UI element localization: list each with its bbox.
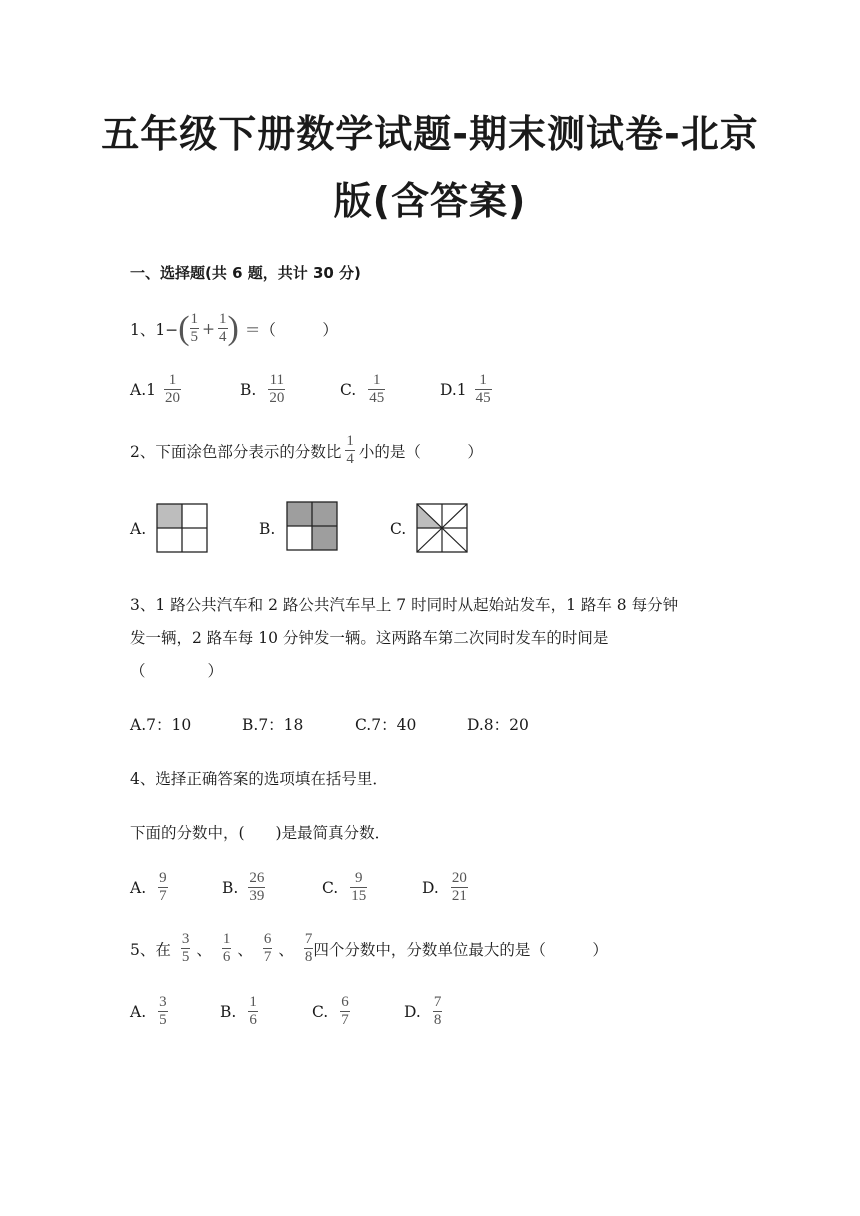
q2-option-c-label[interactable]: C. [390,520,407,538]
q1-fraction-1: $\frac{1}{5}$ [190,311,199,345]
question-1 [130,309,338,347]
q4-option-b[interactable]: B. $\frac{26}{39}$ [222,870,265,904]
question-3-line-1: 3、1 路公共汽车和 2 路公共汽车早上 7 时同时从起始站发车，1 路车 8 每分钟 [130,596,679,614]
q1-left-paren: ( [178,309,190,347]
q2-prefix: 2、下面涂色部分表示的分数比 [130,442,342,461]
q5-prefix: 5、在 [130,940,171,959]
q5-fraction-4: $\frac{7}{8}$ [304,931,313,965]
q5-option-d[interactable]: D. $\frac{7}{8}$ [404,994,442,1028]
q2-figure-c[interactable] [416,503,468,553]
section-header: 一、选择题(共 6 题，共计 30 分) [130,264,361,282]
q5-separator: 、 [278,940,294,959]
question-4-line-2: 下面的分数中，( )是最简真分数． [130,824,391,842]
q2-option-b-label[interactable]: B. [259,520,276,538]
q1-fraction-2: $\frac{1}{4}$ [219,311,227,345]
question-4-line-1: 4、选择正确答案的选项填在括号里． [130,770,388,788]
q3-option-b[interactable]: B.7：18 [242,716,304,734]
q5-option-a[interactable]: A. $\frac{3}{5}$ [130,994,167,1028]
q2-option-a-label[interactable]: A. [130,520,147,538]
question-3-line-3: （ ） [130,662,224,680]
q4-option-d[interactable]: D. $\frac{20}{21}$ [422,870,467,904]
q2-figure-b[interactable] [286,501,338,551]
q5-separator: 、 [237,940,253,959]
page-title-continued: 版(含答案) [333,179,527,223]
q5-fraction-2: $\frac{1}{6}$ [222,931,231,965]
q1-plus: + [202,319,216,338]
q1-option-a[interactable]: A.1 $\frac{1}{20}$ [130,372,180,406]
q2-suffix: 小的是（ ） [358,442,483,461]
page-title: 五年级下册数学试题-期末测试卷-北京 [101,112,759,156]
q1-suffix: ＝（ ） [244,320,338,339]
q5-suffix: 四个分数中，分数单位最大的是（ ） [313,940,608,959]
q5-option-c[interactable]: C. $\frac{6}{7}$ [312,994,349,1028]
q5-fraction-3: $\frac{6}{7}$ [263,931,272,965]
q5-separator: 、 [196,940,212,959]
q4-option-a[interactable]: A. $\frac{9}{7}$ [130,870,167,904]
q1-prefix: 1、1− [130,320,179,339]
question-2 [130,434,483,467]
q2-figure-a[interactable] [156,503,208,553]
q4-option-c[interactable]: C. $\frac{9}{15}$ [322,870,367,904]
q3-option-c[interactable]: C.7：40 [355,716,417,734]
q1-option-b[interactable]: B. $\frac{11}{20}$ [240,372,285,406]
q1-option-c[interactable]: C. $\frac{1}{45}$ [340,372,385,406]
q3-option-a[interactable]: A.7：10 [130,716,192,734]
q1-option-d[interactable]: D.1 $\frac{1}{45}$ [440,372,491,406]
question-5 [130,932,608,965]
q2-fraction: $\frac{1}{4}$ [346,433,354,467]
q3-option-d[interactable]: D.8：20 [467,716,529,734]
question-3-line-2: 发一辆，2 路车每 10 分钟发一辆。这两路车第二次同时发车的时间是 [130,629,609,647]
q1-right-paren: ) [227,309,239,347]
q5-fraction-1: $\frac{3}{5}$ [181,931,190,965]
q5-option-b[interactable]: B. $\frac{1}{6}$ [220,994,257,1028]
